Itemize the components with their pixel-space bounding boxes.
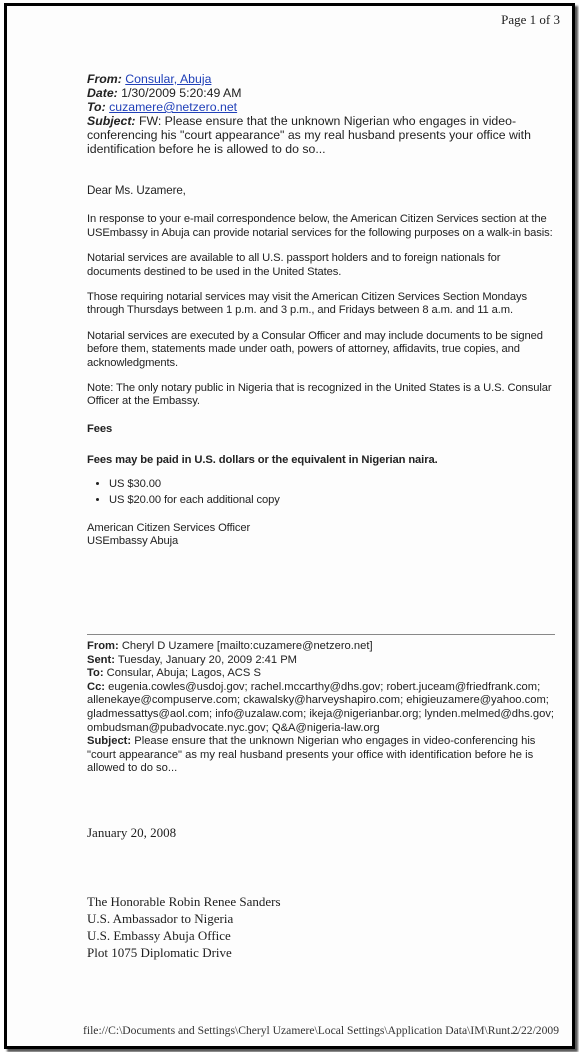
- signature-line-1: American Citizen Services Officer: [87, 521, 251, 534]
- footer-date: 2/22/2009: [511, 1024, 559, 1037]
- fwd-cc-label: Cc:: [87, 680, 106, 693]
- subject-row: [87, 114, 555, 156]
- fees-list: [87, 478, 555, 508]
- subject-label: Subject:: [87, 114, 136, 128]
- fwd-subject-value: Please ensure that the unknown Nigerian who engages in video-conferencing his "court appearance" as my real husband presents your office with identification before he is allowed to do so...: [87, 735, 536, 775]
- fees-note: Fees may be paid in U.S. dollars or the equivalent in Nigerian naira.: [87, 454, 438, 467]
- to-link[interactable]: cuzamere@netzero.net: [109, 100, 238, 114]
- body-paragraph-1: In response to your e-mail correspondence below, the American Citizen Services section at the USEmbassy in Abuja can provide notarial services for the following purposes on a walk-in basis:: [87, 213, 553, 239]
- fwd-subject-label: Subject:: [87, 735, 132, 748]
- body-paragraph-2: Notarial services are available to all U.S. passport holders and to foreign nationals for documents destined to be used in the United States.: [87, 252, 501, 278]
- fwd-sent-value: Tuesday, January 20, 2009 2:41 PM: [117, 653, 297, 666]
- email-body: [87, 184, 555, 548]
- to-row: [87, 100, 555, 114]
- letter: [87, 824, 547, 961]
- from-row: [87, 72, 555, 86]
- footer-path: file://C:\Documents and Settings\Cheryl Uzamere\Local Settings\Application Data\IM\Runt...: [83, 1024, 519, 1037]
- document-frame: [4, 3, 575, 1049]
- fwd-from-value: Cheryl D Uzamere [mailto:cuzamere@netzero.net]: [121, 640, 373, 652]
- subject-value: FW: Please ensure that the unknown Nigerian who engages in video-conferencing his "court appearance" as my real husband presents your office with identification before he is allowed to do so...: [87, 114, 531, 156]
- body-paragraph-5: Note: The only notary public in Nigeria that is recognized in the United States is a U.S. Consular Officer at the Embassy.: [87, 382, 552, 408]
- date-label: Date:: [87, 86, 118, 100]
- page-number: Page 1 of 3: [501, 12, 560, 27]
- fee-item: • US $30.00: [109, 478, 555, 491]
- fwd-sent-row: [87, 654, 557, 668]
- divider: [87, 634, 555, 635]
- fee-item: • US $20.00 for each additional copy: [109, 494, 555, 507]
- email-header: [87, 72, 555, 156]
- to-label: To:: [87, 100, 106, 114]
- address-line: U.S. Embassy Abuja Office: [87, 928, 231, 943]
- print-footer: [83, 1024, 563, 1037]
- body-paragraph-4: Notarial services are executed by a Consular Officer and may include documents to be signed before them, statements made under oath, powers of attorney, affidavits, true copies, and acknowledgments.: [87, 329, 543, 369]
- fwd-cc-row: [87, 681, 557, 735]
- from-link[interactable]: Consular, Abuja: [125, 72, 212, 86]
- letter-date: January 20, 2008: [87, 825, 177, 840]
- fwd-to-value: Consular, Abuja; Lagos, ACS S: [106, 667, 261, 680]
- letter-address: [87, 893, 547, 961]
- fees-heading: Fees: [87, 422, 113, 435]
- greeting: Dear Ms. Uzamere,: [87, 184, 186, 197]
- fwd-sent-label: Sent:: [87, 653, 115, 666]
- fwd-to-label: To:: [87, 667, 104, 680]
- fwd-subject-row: [87, 735, 557, 776]
- date-value: 1/30/2009 5:20:49 AM: [121, 86, 242, 100]
- fwd-from-row: [87, 640, 557, 654]
- fwd-to-row: [87, 667, 557, 681]
- address-line: U.S. Ambassador to Nigeria: [87, 911, 234, 926]
- address-line: Plot 1075 Diplomatic Drive: [87, 945, 232, 960]
- address-line: The Honorable Robin Renee Sanders: [87, 894, 281, 909]
- body-paragraph-3: Those requiring notarial services may visit the American Citizen Services Section Mondays through Thursdays between 1 p.m. and 3 p.m., and Fridays between 8 a.m. and 11 a.m.: [87, 291, 528, 317]
- forwarded-header: [87, 640, 557, 776]
- document-page: [7, 6, 572, 1046]
- fwd-from-label: From:: [87, 640, 119, 652]
- signature-line-2: USEmbassy Abuja: [87, 534, 179, 547]
- date-row: [87, 86, 555, 100]
- fwd-cc-value: eugenia.cowles@usdoj.gov; rachel.mccarthy@dhs.gov; robert.juceam@friedfrank.com; allenekaye@compuserve.com; ckawalsky@harveyshapiro.com; ehigieuzamere@yahoo.com; gladmessattys@aol.com; info@uzalaw.com; ikeja@nigerianbar.org; lynden.melmed@dhs.gov; ombudsman@pubadvocate.nyc.gov; Q&A@nigeria-law.org: [87, 680, 555, 734]
- from-label: From:: [87, 72, 122, 86]
